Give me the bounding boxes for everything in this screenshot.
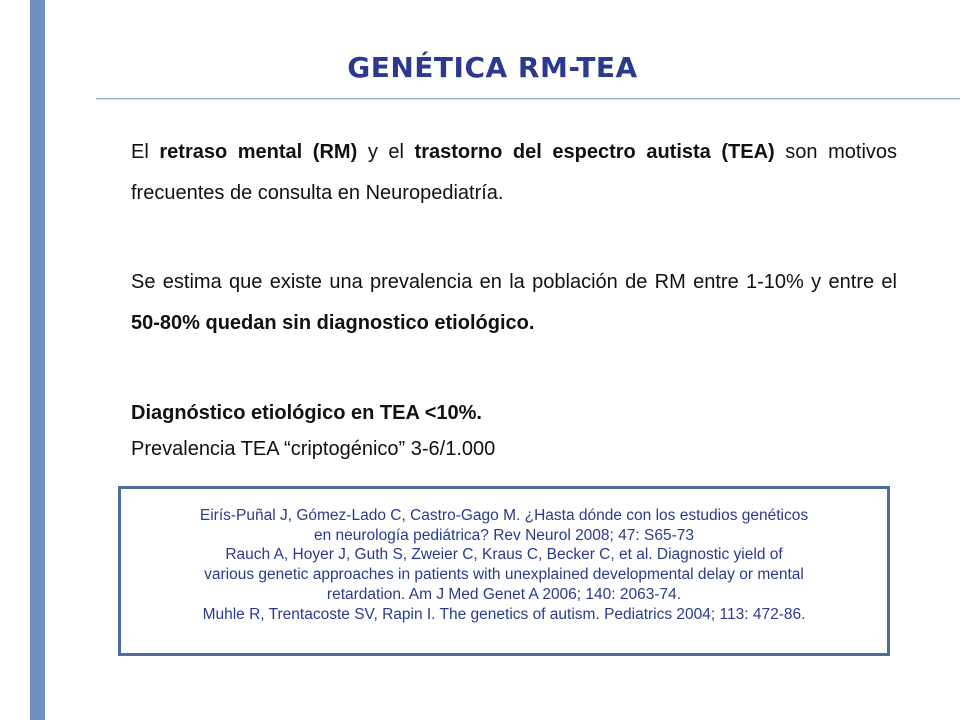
- reference-line: Rauch A, Hoyer J, Guth S, Zweier C, Kraus C, Becker C, et al. Diagnostic yield of: [225, 546, 783, 564]
- p3-bold-diagnosis: Diagnóstico etiológico en TEA <10%.: [131, 402, 482, 424]
- title-divider: [96, 98, 960, 100]
- reference-line: Eirís-Puñal J, Gómez-Lado C, Castro-Gago M. ¿Hasta dónde con los estudios genéticos: [199, 507, 809, 524]
- reference-line: retardation. Am J Med Genet A 2006; 140: 2063-74.: [326, 585, 682, 603]
- reference-line: en neurología pediátrica? Rev Neurol 2008; 47: S65-73: [313, 526, 694, 544]
- reference-line: Muhle R, Trentacoste SV, Rapin I. The genetics of autism. Pediatrics 2004; 113: 472-86.: [202, 605, 806, 623]
- p1-text-2: y el: [357, 141, 415, 163]
- reference-line: various genetic approaches in patients with unexplained developmental delay or mental: [204, 566, 804, 584]
- left-accent-bar: [30, 0, 45, 720]
- p1-bold-tea: trastorno del espectro autista (TEA): [414, 141, 775, 163]
- paragraph-prevalence: [131, 262, 897, 344]
- p3-prevalence-line: Prevalencia TEA “criptogénico” 3-6/1.000: [131, 438, 496, 460]
- references-list: [121, 506, 887, 624]
- p2-text-1: Se estima que existe una prevalencia en la población de RM entre 1-10% y entre el: [131, 271, 897, 293]
- paragraph-consultation: [131, 132, 897, 214]
- p2-bold-undiagnosed: 50-80% quedan sin diagnostico etiológico.: [131, 312, 535, 334]
- p1-text-3: son motivos frecuentes de consulta en Neuropediatría.: [131, 141, 898, 204]
- p1-bold-rm: retraso mental (RM): [159, 141, 358, 163]
- p1-text-1: El: [131, 141, 160, 163]
- references-box: [118, 486, 890, 656]
- paragraph-tea-diagnosis: [131, 395, 897, 467]
- slide-title: GENÉTICA RM-TEA: [347, 51, 638, 84]
